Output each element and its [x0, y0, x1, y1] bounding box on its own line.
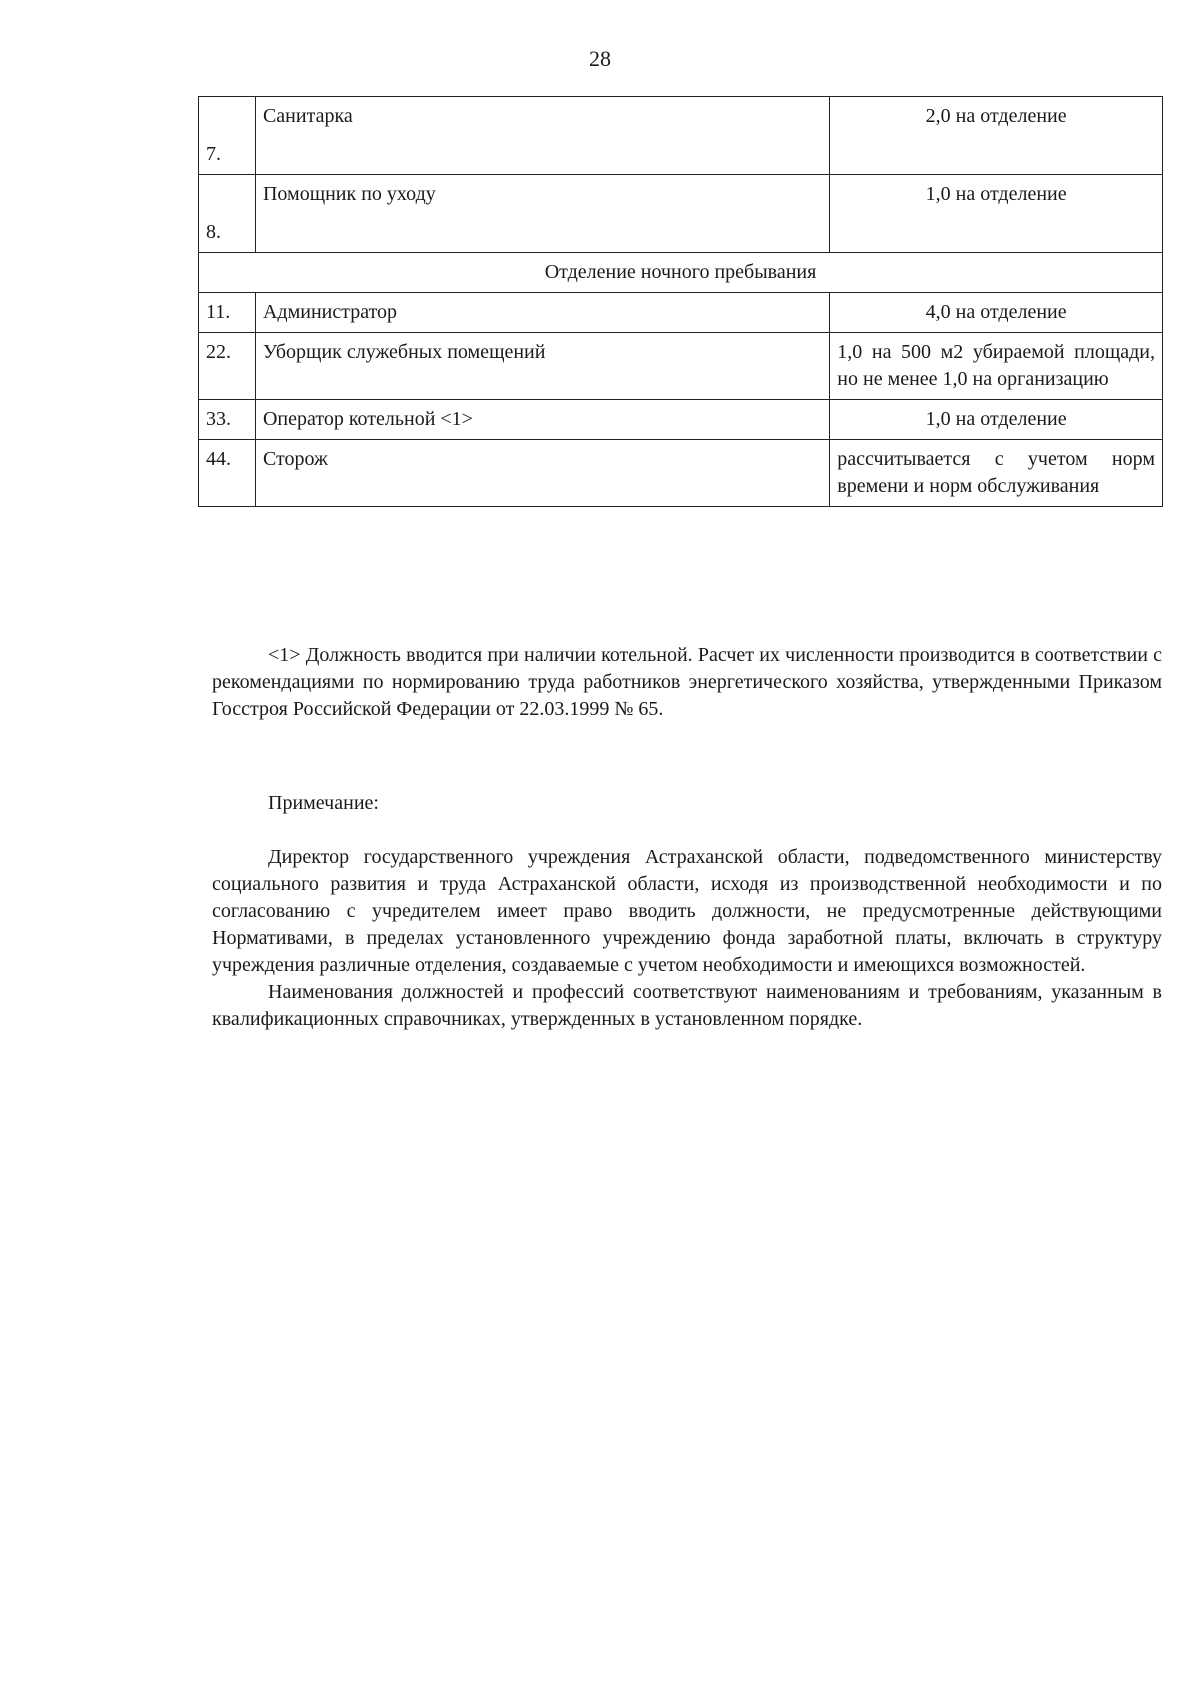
position-name: Сторож [255, 440, 829, 507]
staff-norm: 1,0 на отделение [830, 400, 1163, 440]
footnote [212, 642, 1162, 723]
position-name: Оператор котельной <1> [255, 400, 829, 440]
footnote-text: <1> Должность вводится при наличии котельной. Расчет их численности производится в соответствии с рекомендациями по нормированию труда работников энергетического хозяйства, утвержденными Приказом Госстроя Российской Федерации от 22.03.1999 № 65. [212, 644, 1162, 720]
note-paragraph: Наименования должностей и профессий соответствуют наименованиям и требованиям, указанным в квалификационных справочниках, утвержденных в установленном порядке. [212, 981, 1162, 1030]
table-row [199, 440, 1163, 507]
table-row [199, 293, 1163, 333]
position-name: Санитарка [255, 97, 829, 175]
row-number: 7. [199, 97, 256, 175]
row-number: 33. [199, 400, 256, 440]
row-number: 11. [199, 293, 256, 333]
page-number: 28 [589, 46, 611, 71]
section-header-row [199, 253, 1163, 293]
table-row [199, 333, 1163, 400]
row-number: 44. [199, 440, 256, 507]
note-body [212, 844, 1162, 1033]
position-name: Помощник по уходу [255, 175, 829, 253]
staff-norm: 2,0 на отделение [830, 97, 1163, 175]
staff-norm: рассчитывается с учетом норм времени и норм обслуживания [830, 440, 1163, 507]
note-label: Примечание: [268, 792, 379, 814]
row-number: 22. [199, 333, 256, 400]
section-title: Отделение ночного пребывания [199, 253, 1163, 293]
staff-norm: 4,0 на отделение [830, 293, 1163, 333]
staff-norm: 1,0 на 500 м2 убираемой площади, но не менее 1,0 на организацию [830, 333, 1163, 400]
staff-norms-table [198, 96, 1163, 507]
position-name: Уборщик служебных помещений [255, 333, 829, 400]
staff-norm: 1,0 на отделение [830, 175, 1163, 253]
table-row [199, 175, 1163, 253]
table-row [199, 400, 1163, 440]
position-name: Администратор [255, 293, 829, 333]
table-row [199, 97, 1163, 175]
row-number: 8. [199, 175, 256, 253]
note-paragraph: Директор государственного учреждения Астраханской области, подведомственного министерству социального развития и труда Астраханской области, исходя из производственной необходимости и по согласованию с учредителем имеет право вводить должности, не предусмотренные действующими Нормативами, в пределах установленного учреждению фонда заработной платы, включать в структуру учреждения различные отделения, создаваемые с учетом необходимости и имеющихся возможностей. [212, 846, 1162, 976]
